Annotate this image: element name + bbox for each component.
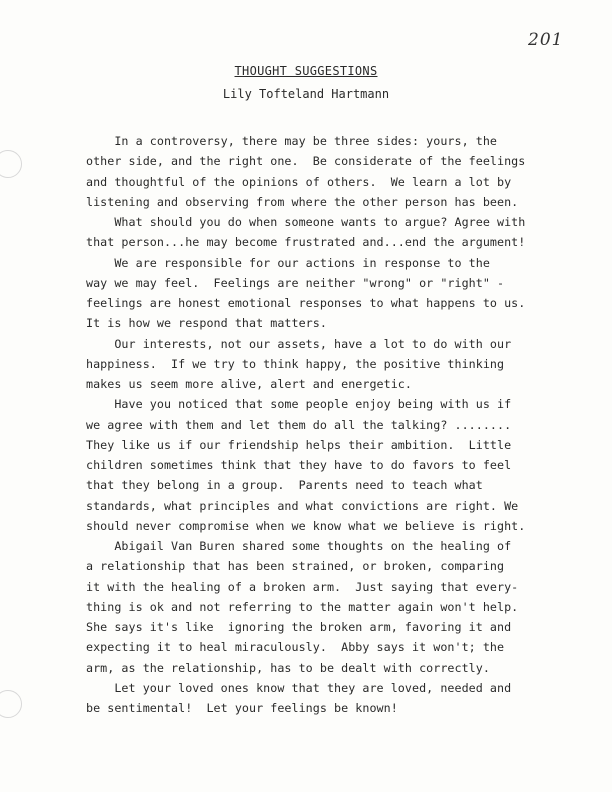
- body-line: children sometimes think that they have to do favors to feel: [86, 458, 512, 472]
- body-line: be sentimental! Let your feelings be known!: [86, 701, 398, 715]
- body-line: happiness. If we try to think happy, the positive thinking: [86, 356, 505, 371]
- body-line: We are responsible for our actions in response to the: [86, 255, 490, 270]
- body-line: that person...he may become frustrated and...end the argument!: [86, 235, 526, 250]
- body-line: way we may feel. Feelings are neither "wrong" or "right" -: [86, 275, 505, 290]
- document-title: [0, 63, 612, 79]
- body-line: arm, as the relationship, has to be dealt with correctly.: [86, 660, 490, 675]
- body-line: it with the healing of a broken arm. Just saying that every-: [86, 579, 519, 594]
- body-line: other side, and the right one. Be considerate of the feelings: [86, 154, 526, 169]
- body-line: we agree with them and let them do all the talking? ........: [86, 417, 512, 432]
- punch-hole-mark: [0, 690, 22, 718]
- body-line: Abigail Van Buren shared some thoughts on the healing of: [86, 539, 512, 553]
- body-line: They like us if our friendship helps their ambition. Little: [86, 437, 512, 452]
- body-line: feelings are honest emotional responses to what happens to us.: [86, 296, 526, 310]
- body-line: She says it's like ignoring the broken arm, favoring it and: [86, 620, 512, 634]
- body-line: What should you do when someone wants to argue? Agree with: [86, 215, 526, 229]
- body-line: should never compromise when we know what we believe is right.: [86, 518, 526, 533]
- body-line: In a controversy, there may be three sides: yours, the: [86, 134, 498, 148]
- body-line: Our interests, not our assets, have a lot to do with our: [86, 336, 512, 351]
- body-line: Have you noticed that some people enjoy being with us if: [86, 397, 512, 412]
- body-line: and thoughtful of the opinions of others. We learn a lot by: [86, 174, 512, 189]
- body-line: makes us seem more alive, alert and energetic.: [86, 377, 412, 391]
- body-line: Let your loved ones know that they are loved, needed and: [86, 680, 512, 695]
- body-line: standards, what principles and what convictions are right. We: [86, 498, 519, 513]
- author-name: Lily Tofteland Hartmann: [222, 87, 390, 101]
- body-line: thing is ok and not referring to the matter again won't help.: [86, 599, 519, 614]
- body-line: expecting it to heal miraculously. Abby says it won't; the: [86, 640, 505, 655]
- document-body: [86, 131, 556, 718]
- body-line: It is how we respond that matters.: [86, 316, 327, 331]
- punch-hole-mark: [0, 150, 22, 178]
- title-text: THOUGHT SUGGESTIONS: [234, 64, 378, 78]
- body-line: a relationship that has been strained, or broken, comparing: [86, 559, 505, 574]
- page-number: 201: [528, 30, 564, 50]
- body-line: listening and observing from where the other person has been.: [86, 194, 519, 209]
- body-line: that they belong in a group. Parents need to teach what: [86, 478, 483, 493]
